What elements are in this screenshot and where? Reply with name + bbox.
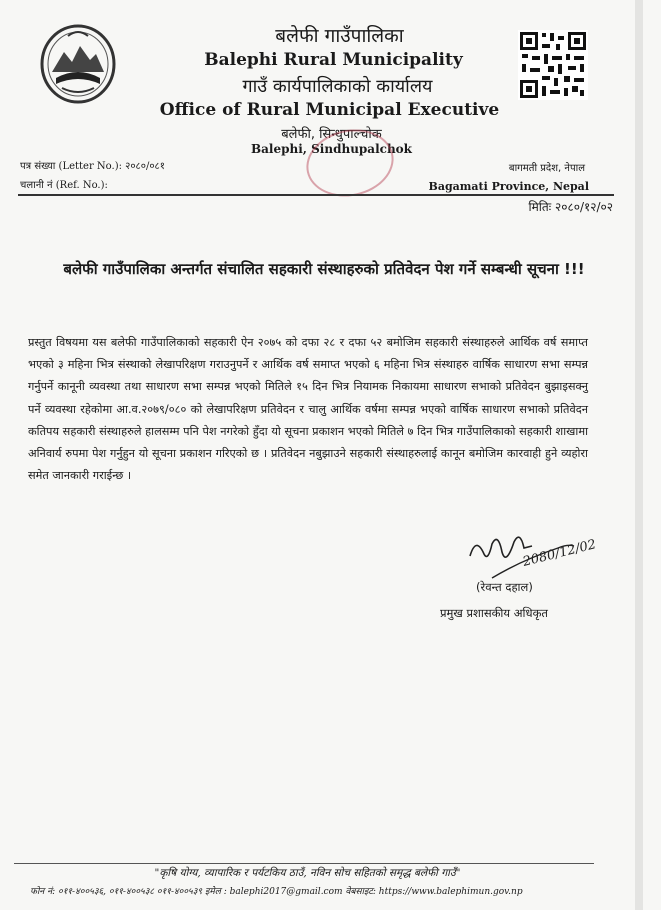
svg-text:2080/12/02: 2080/12/02 [521, 537, 598, 570]
office-name-nepali: गाउँ कार्यपालिकाको कार्यालय [242, 76, 433, 97]
handwritten-signature [462, 526, 598, 588]
footer-contact: फोन नं: ०११-४००५३६, ०११-४००५३८ ०११-४००५३९ इमेल : balephi2017@gmail.com वेबसाइट: https://www.balephimun.gov.np [30, 887, 523, 897]
province-english: Bagamati Province, Nepal [428, 180, 589, 193]
page-edge-shadow [635, 0, 643, 910]
header-divider [18, 194, 614, 196]
address-english: Balephi, Sindhupalchok [250, 142, 412, 156]
footer-motto: "कृषि योग्य, व्यापारिक र पर्यटकिय ठाउँ, नविन सोच सहितको समृद्ध बलेफी गाउँ" [154, 867, 461, 879]
signatory-name: (रेवन्त दहाल) [476, 580, 533, 594]
office-name-english: Office of Rural Municipal Executive [159, 100, 500, 120]
footer-divider [14, 863, 594, 864]
letter-number: पत्र संख्या (Letter No.): २०८०/०८१ [20, 161, 165, 172]
letter-date: मितिः २०८०/१२/०२ [528, 200, 613, 214]
notice-body: प्रस्तुत विषयमा यस बलेफी गाउँपालिकाको सहकारी ऐन २०७५ को दफा २८ र दफा ५२ बमोजिम सहकारी संस्थाहरुले आर्थिक वर्ष समाप्त भएको ३ महिना भित्र संस्थाको लेखापरिक्षण गराउनुपर्ने र आर्थिक वर्ष समाप्त भएको ६ महिना भित्र संस्थाहरु वार्षिक साधारण सभा सम्पन्न गर्नुपर्ने कानूनी व्यवस्था तथा साधारण सभा सम्पन्न भएको मितिले १५ दिन भित्र नियामक निकायमा साधारण सभाको प्रतिवेदन बुझाइसक्नु पर्ने व्यवस्था रहेकोमा आ.व.२०७९/०८० को लेखापरिक्षण प्रतिवेदन र चालु आर्थिक वर्षमा सम्पन्न भएको वार्षिक साधारण सभाको प्रतिवेदन कतिपय सहकारी संस्थाहरुले हालसम्म पनि पेश नगरेको हुँदा यो सूचना प्रकाशन भएको मितिले ७ दिन भित्र गाउँपालिकाको सहकारी शाखामा अनिवार्य रुपमा पेश गर्नुहुन यो सूचना प्रकाशन गरिएको छ । प्रतिवेदन नबुझाउने सहकारी संस्थाहरुलाई कानून बमोजिम कारवाही हुने व्यहोरा समेत जानकारी गराईन्छ । [28, 336, 589, 483]
province-nepali: बागमती प्रदेश, नेपाल [508, 163, 585, 174]
signatory-title: प्रमुख प्रशासकीय अधिकृत [440, 606, 548, 620]
reference-number: चलानी नं (Ref. No.): [20, 180, 108, 191]
municipality-name-english: Balephi Rural Municipality [204, 50, 463, 70]
municipality-name-nepali: बलेफी गाउँपालिका [275, 25, 404, 47]
address-nepali: बलेफी, सिन्धुपाल्चोक [281, 127, 382, 142]
notice-subject: बलेफी गाउँपालिका अन्तर्गत संचालित सहकारी संस्थाहरुको प्रतिवेदन पेश गर्ने सम्बन्धी सूचना !!! [63, 260, 585, 278]
